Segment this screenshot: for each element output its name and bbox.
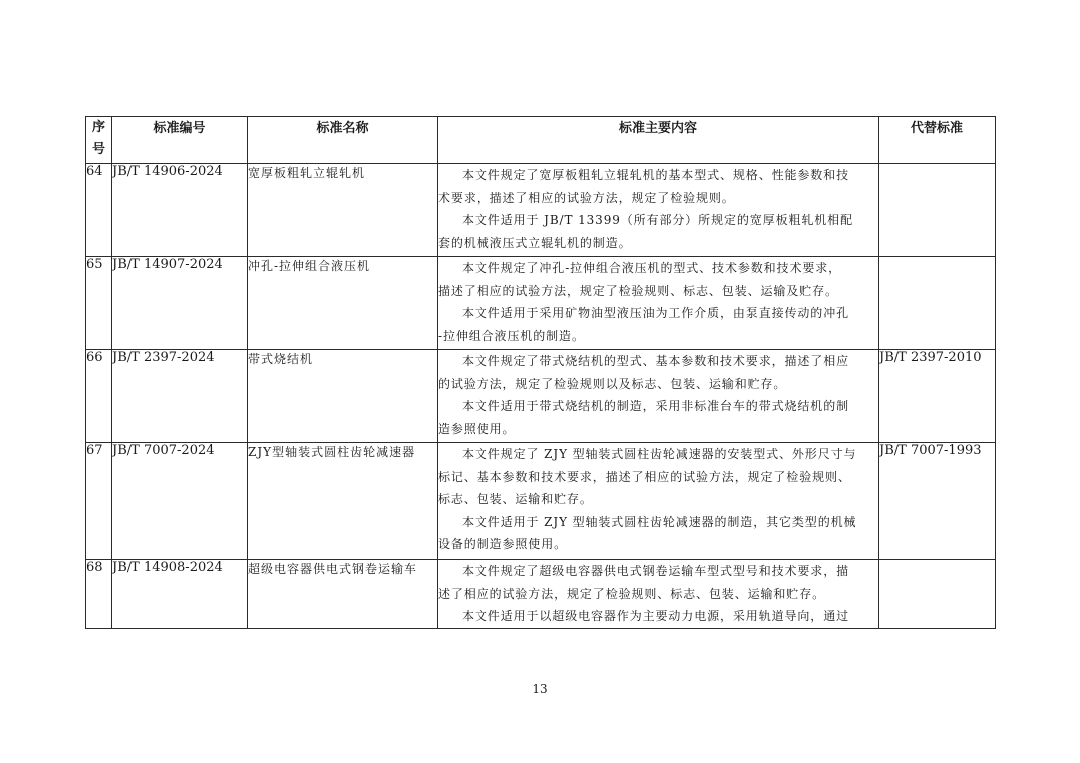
replaced-standard — [879, 257, 996, 350]
standard-code: JB/T 14908-2024 — [112, 560, 248, 629]
content-paragraph: 本文件适用于 JB/T 13399（所有部分）所规定的宽厚板粗轧机相配 套的机械液压式立辊轧机的制造。 — [438, 213, 853, 250]
content-paragraph: 本文件规定了带式烧结机的型式、基本参数和技术要求，描述了相应 的试验方法，规定了检验规则以及标志、包装、运输和贮存。 — [438, 354, 850, 391]
replaced-standard: JB/T 2397-2010 — [879, 350, 996, 443]
replaced-standard — [879, 164, 996, 257]
content-paragraph: 本文件规定了冲孔-拉伸组合液压机的型式、技术参数和技术要求， 描述了相应的试验方法，规定了检验规则、标志、包装、运输及贮存。 — [438, 261, 842, 298]
header-name: 标准名称 — [248, 117, 438, 164]
row-number: 65 — [86, 257, 112, 350]
content-paragraph: 本文件规定了 ZJY 型轴装式圆柱齿轮减速器的安装型式、外形尺寸与 标记、基本参数和技术要求，描述了相应的试验方法，规定了检验规则、 标志、包装、运输和贮存。 — [438, 447, 857, 507]
standard-content — [438, 164, 879, 257]
standard-name: 冲孔-拉伸组合液压机 — [248, 257, 438, 350]
standard-name: 宽厚板粗轧立辊轧机 — [248, 164, 438, 257]
standard-code: JB/T 7007-2024 — [112, 443, 248, 560]
standard-code: JB/T 14907-2024 — [112, 257, 248, 350]
header-no: 序 号 — [86, 117, 112, 164]
standard-code: JB/T 2397-2024 — [112, 350, 248, 443]
header-replaces: 代替标准 — [879, 117, 996, 164]
standard-content — [438, 560, 879, 629]
standard-name: 超级电容器供电式钢卷运输车 — [248, 560, 438, 629]
table-row — [86, 443, 996, 560]
row-number: 64 — [86, 164, 112, 257]
content-paragraph: 本文件适用于 ZJY 型轴装式圆柱齿轮减速器的制造，其它类型的机械 设备的制造参照使用。 — [438, 514, 857, 552]
table-row — [86, 560, 996, 629]
standard-name: ZJY型轴装式圆柱齿轮减速器 — [248, 443, 438, 560]
content-paragraph: 本文件适用于采用矿物油型液压油为工作介质，由泵直接传动的冲孔 -拉伸组合液压机的制造。 — [438, 306, 850, 343]
header-content: 标准主要内容 — [438, 117, 879, 164]
standard-name: 带式烧结机 — [248, 350, 438, 443]
row-number: 67 — [86, 443, 112, 560]
header-code: 标准编号 — [112, 117, 248, 164]
row-number: 66 — [86, 350, 112, 443]
table-row — [86, 164, 996, 257]
table-header-row — [86, 117, 996, 164]
content-paragraph: 本文件适用于以超级电容器作为主要动力电源，采用轨道导向，通过 — [462, 609, 850, 624]
row-number: 68 — [86, 560, 112, 629]
standards-table — [85, 116, 996, 629]
replaced-standard — [879, 560, 996, 629]
standard-content — [438, 443, 879, 560]
standard-code: JB/T 14906-2024 — [112, 164, 248, 257]
table-row — [86, 257, 996, 350]
page-number: 13 — [532, 682, 548, 696]
standard-content — [438, 350, 879, 443]
replaced-standard: JB/T 7007-1993 — [879, 443, 996, 560]
standard-content — [438, 257, 879, 350]
content-paragraph: 本文件规定了超级电容器供电式钢卷运输车型式型号和技术要求，描 述了相应的试验方法，规定了检验规则、标志、包装、运输和贮存。 — [438, 564, 850, 601]
content-paragraph: 本文件适用于带式烧结机的制造，采用非标准台车的带式烧结机的制 造参照使用。 — [438, 399, 850, 436]
content-paragraph: 本文件规定了宽厚板粗轧立辊轧机的基本型式、规格、性能参数和技 术要求，描述了相应的试验方法，规定了检验规则。 — [438, 168, 850, 205]
table-row — [86, 350, 996, 443]
